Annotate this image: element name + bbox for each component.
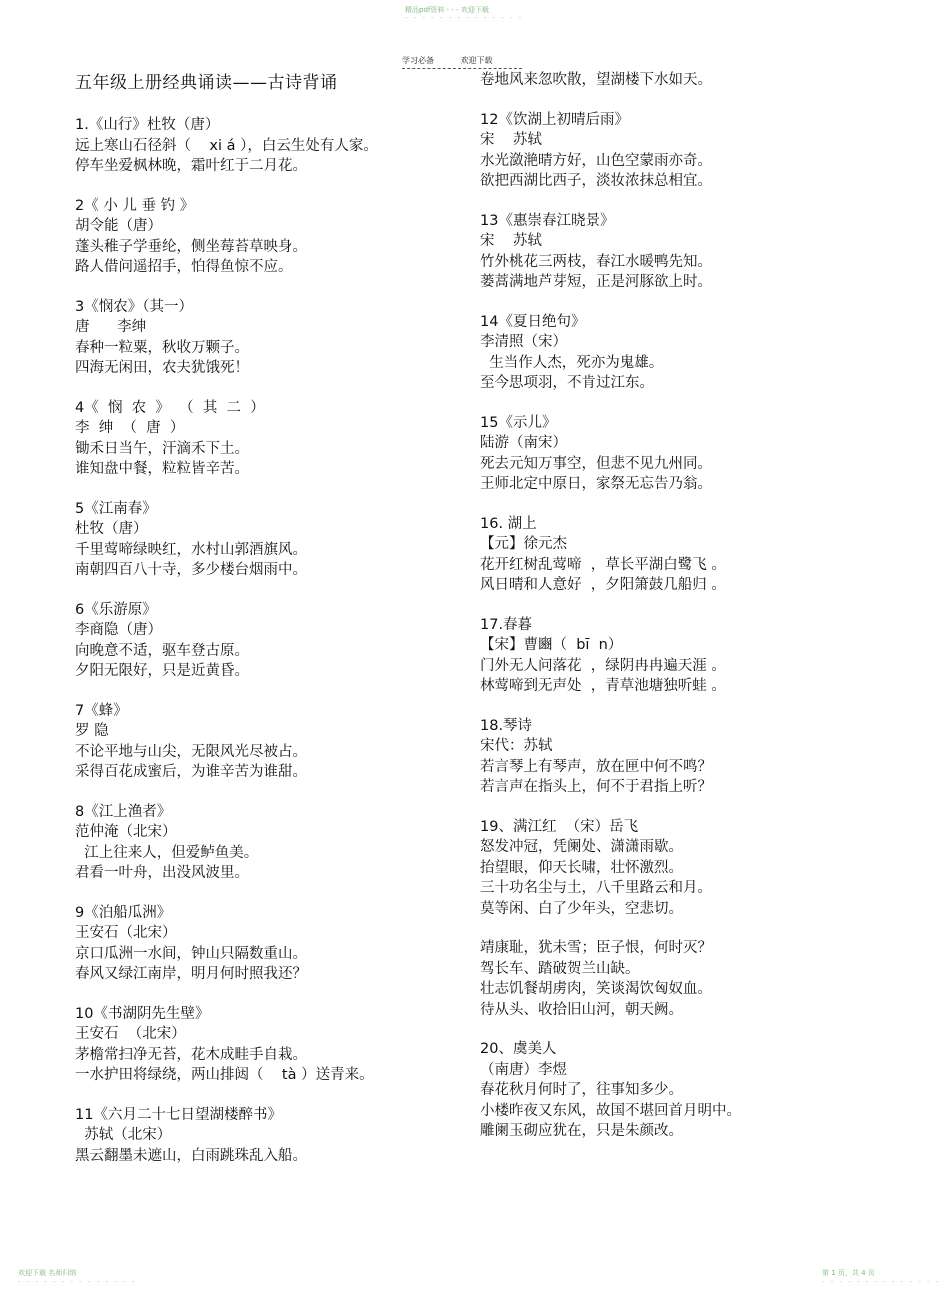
poem-block xyxy=(480,938,880,1020)
poem-line: 花开红树乱莺啼 ，草长平湖白鹭飞 。 xyxy=(480,556,726,573)
poem-line: 抬望眼，仰天长啸，壮怀激烈。 xyxy=(480,859,683,876)
poem-line: 待从头、收拾旧山河，朝天阙。 xyxy=(480,1001,683,1018)
poem-block xyxy=(75,903,475,985)
poem-heading: 16. 湖上 xyxy=(480,515,537,532)
poem-line: （南唐）李煜 xyxy=(480,1061,567,1078)
poem-heading: 6《乐游原》 xyxy=(75,601,157,618)
bottom-left-watermark: 欢迎下载 名师归纳 xyxy=(18,1269,77,1277)
poem-block xyxy=(75,398,475,480)
poem-line: 茅檐常扫净无苔，花木成畦手自栽。 xyxy=(75,1046,307,1063)
poem-heading: 13《惠崇春江晓景》 xyxy=(480,212,615,229)
poem-heading: 14《夏日绝句》 xyxy=(480,313,586,330)
poem-line: 宋 苏轼 xyxy=(480,233,542,249)
poem-block xyxy=(75,701,475,783)
poem-block xyxy=(75,297,475,379)
poem-block xyxy=(480,514,880,596)
poem-line: 李清照（宋） xyxy=(480,334,567,350)
poem-line: 壮志饥餐胡虏肉，笑谈渴饮匈奴血。 xyxy=(480,981,712,997)
poem-line: 向晚意不适，驱车登古原。 xyxy=(75,642,249,659)
poem-line: 胡令能（唐） xyxy=(75,218,162,234)
poem-block xyxy=(480,1039,880,1142)
poem-line: 李商隐（唐） xyxy=(75,622,162,638)
top-watermark: 精品pdf资料 - - - 欢迎下载 xyxy=(405,6,489,14)
poem-line: 林莺啼到无声处 ，青草池塘独听蛙 。 xyxy=(480,678,726,694)
poem-heading: 5《江南春》 xyxy=(75,500,157,517)
poem-line: 莫等闲、白了少年头，空悲切。 xyxy=(480,900,683,917)
poem-block xyxy=(75,802,475,884)
poem-block xyxy=(480,413,880,495)
page-header xyxy=(402,55,517,66)
poem-line: 雕阑玉砌应犹在，只是朱颜改。 xyxy=(480,1123,683,1139)
poem-line: 谁知盘中餐，粒粒皆辛苦。 xyxy=(75,461,249,477)
poem-line: 京口瓜洲一水间，钟山只隔数重山。 xyxy=(75,945,307,962)
poem-continuation xyxy=(480,70,880,91)
poem-block xyxy=(75,600,475,682)
poem-line: 怒发冲冠，凭阑处、潇潇雨歇。 xyxy=(480,839,683,855)
poem-block xyxy=(480,110,880,192)
poem-block xyxy=(480,817,880,920)
poem-line: 三十功名尘与土，八千里路云和月。 xyxy=(480,880,712,896)
poem-line: 【宋】曹豳（ bī n） xyxy=(480,637,623,653)
poem-line: 江上往来人，但爱鲈鱼美。 xyxy=(75,844,259,861)
poem-block xyxy=(75,499,475,581)
poem-line: 罗 隐 xyxy=(75,723,109,739)
poem-line: 陆游（南宋） xyxy=(480,435,567,451)
poem-line: 苏轼（北宋） xyxy=(75,1127,172,1143)
poem-heading: 10《书湖阴先生壁》 xyxy=(75,1005,210,1022)
poem-line: 卷地风来忽吹散，望湖楼下水如天。 xyxy=(480,72,712,88)
poem-line: 宋 苏轼 xyxy=(480,132,542,148)
poem-line: 南朝四百八十寺，多少楼台烟雨中。 xyxy=(75,562,307,578)
poem-line: 王师北定中原日，家祭无忘告乃翁。 xyxy=(480,476,712,492)
poem-line: 春风又绿江南岸，明月何时照我还？ xyxy=(75,966,307,982)
header-left: 学习必备 xyxy=(402,56,434,65)
bottom-right-watermark-dots: - - - - - - - - - - - - - - xyxy=(822,1278,940,1286)
poem-heading: 18.琴诗 xyxy=(480,717,533,734)
poem-line: 停车坐爱枫林晚，霜叶红于二月花。 xyxy=(75,158,307,174)
poem-heading: 4《 悯 农 》 （ 其 二 ） xyxy=(75,399,265,416)
poem-heading: 11《六月二十七日望湖楼醉书》 xyxy=(75,1106,282,1123)
poem-line: 千里莺啼绿映红，水村山郭酒旗风。 xyxy=(75,541,307,558)
poem-heading: 17.春暮 xyxy=(480,616,533,633)
right-column xyxy=(480,70,880,1161)
poem-line: 蒌蒿满地芦芽短，正是河豚欲上时。 xyxy=(480,274,712,290)
poem-line: 夕阳无限好，只是近黄昏。 xyxy=(75,663,249,679)
poem-line: 驾长车、踏破贺兰山缺。 xyxy=(480,960,640,977)
header-right: 欢迎下载 xyxy=(460,56,493,65)
poem-block xyxy=(480,312,880,394)
poem-line: 风日晴和人意好 ，夕阳箫鼓几船归 。 xyxy=(480,577,726,593)
poem-line: 若言琴上有琴声，放在匣中何不鸣？ xyxy=(480,758,712,775)
poem-line: 死去元知万事空，但悲不见九州同。 xyxy=(480,455,712,472)
poem-heading: 8《江上渔者》 xyxy=(75,803,172,820)
left-column xyxy=(75,70,475,1185)
poem-heading: 3《悯农》（其一） xyxy=(75,298,193,315)
poem-line: 路人借问遥招手，怕得鱼惊不应。 xyxy=(75,259,293,275)
poem-heading: 靖康耻，犹未雪；臣子恨，何时灭？ xyxy=(480,940,712,956)
poem-heading: 1.《山行》杜牧（唐） xyxy=(75,117,220,133)
poem-heading: 12《饮湖上初晴后雨》 xyxy=(480,111,629,128)
poem-block xyxy=(75,1105,475,1167)
poem-line: 黑云翻墨未遮山，白雨跳珠乱入船。 xyxy=(75,1147,307,1164)
poem-line: 李 绅 （ 唐 ） xyxy=(75,420,185,436)
poem-line: 唐 李绅 xyxy=(75,319,147,335)
poem-line: 生当作人杰，死亦为鬼雄。 xyxy=(480,354,664,371)
poem-line: 采得百花成蜜后，为谁辛苦为谁甜。 xyxy=(75,764,307,780)
top-watermark-dots: - - - - - - - - - - - - - - xyxy=(405,14,524,22)
poem-line: 门外无人问落花 ，绿阴冉冉遍天涯 。 xyxy=(480,657,726,674)
poem-line: 王安石 （北宋） xyxy=(75,1026,186,1042)
bottom-left-watermark-dots: - - - - - - - - - - - - - - xyxy=(18,1278,137,1286)
poem-heading: 20、虞美人 xyxy=(480,1041,557,1057)
header-divider xyxy=(402,68,522,69)
poem-line: 四海无闲田，农夫犹饿死！ xyxy=(75,360,249,376)
poem-line: 小楼昨夜又东风，故国不堪回首月明中。 xyxy=(480,1102,741,1119)
poem-line: 水光潋滟晴方好，山色空蒙雨亦奇。 xyxy=(480,152,712,169)
poem-block xyxy=(480,211,880,293)
page-title: 五年级上册经典诵读——古诗背诵 xyxy=(75,73,338,93)
poem-block xyxy=(75,115,475,177)
poem-heading: 7《蜂》 xyxy=(75,702,128,719)
left-poem-list xyxy=(75,115,475,1166)
poem-line: 欲把西湖比西子，淡妆浓抹总相宜。 xyxy=(480,173,712,189)
poem-block xyxy=(75,196,475,278)
poem-block xyxy=(75,1004,475,1086)
poem-line: 宋代：苏轼 xyxy=(480,738,553,754)
poem-line: 蓬头稚子学垂纶，侧坐莓苔草映身。 xyxy=(75,238,307,255)
poem-line: 不论平地与山尖，无限风光尽被占。 xyxy=(75,743,307,760)
poem-block xyxy=(480,615,880,697)
poem-line: 远上寒山石径斜（ xi á ），白云生处有人家。 xyxy=(75,137,378,154)
poem-line: 王安石（北宋） xyxy=(75,925,177,941)
poem-line: 一水护田将绿绕，两山排闼（ tà ）送青来。 xyxy=(75,1067,374,1083)
poem-line: 【元】徐元杰 xyxy=(480,536,567,552)
poem-block xyxy=(480,716,880,798)
poem-line: 君看一叶舟，出没风波里。 xyxy=(75,865,249,881)
poem-line: 范仲淹（北宋） xyxy=(75,824,177,840)
poem-line: 锄禾日当午，汗滴禾下土。 xyxy=(75,440,249,457)
poem-line: 竹外桃花三两枝，春江水暖鸭先知。 xyxy=(480,253,712,270)
poem-line: 春种一粒粟，秋收万颗子。 xyxy=(75,339,249,356)
poem-heading: 19、满江红 （宋）岳飞 xyxy=(480,818,639,835)
poem-line: 春花秋月何时了，往事知多少。 xyxy=(480,1082,683,1098)
poem-heading: 2《 小 儿 垂 钓 》 xyxy=(75,197,195,214)
poem-heading: 15《示儿》 xyxy=(480,414,557,431)
page-number: 第 1 页，共 4 页 xyxy=(822,1269,875,1277)
poem-line: 至今思项羽，不肯过江东。 xyxy=(480,375,654,391)
poem-heading: 9《泊船瓜洲》 xyxy=(75,904,172,921)
poem-line: 若言声在指头上，何不于君指上听？ xyxy=(480,779,712,795)
poem-line: 杜牧（唐） xyxy=(75,521,148,537)
right-poem-list xyxy=(480,70,880,1142)
